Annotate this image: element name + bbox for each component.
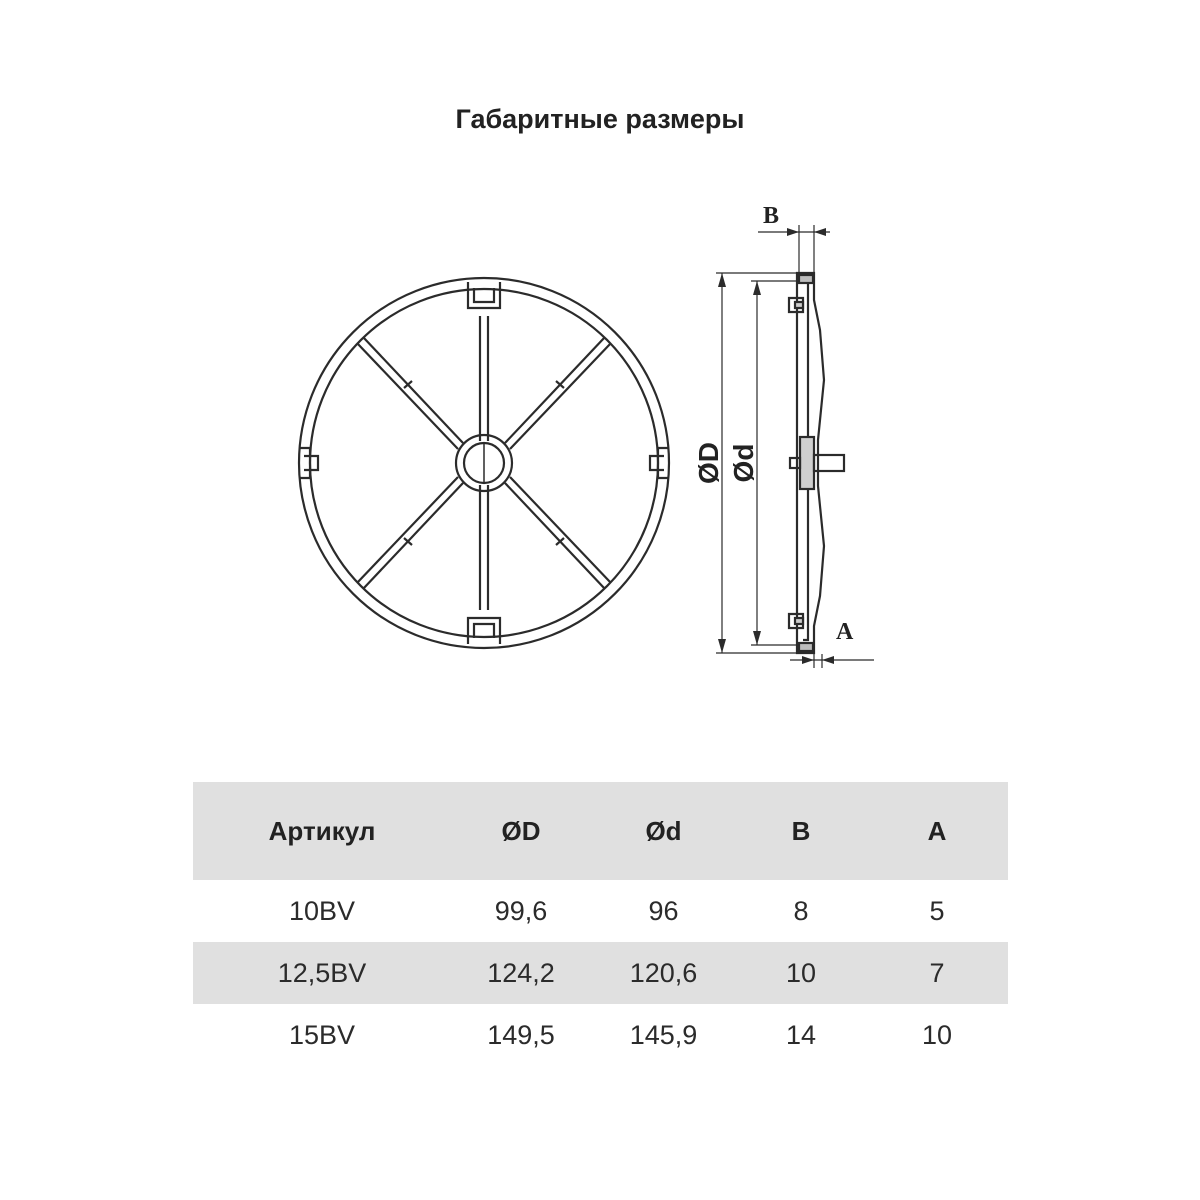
table-header-row: [193, 782, 1008, 880]
label-a: A: [836, 619, 854, 645]
cell-b: 14: [785, 1019, 817, 1050]
label-diameter-outer: ØD: [693, 442, 724, 484]
header-article: Артикул: [268, 815, 376, 846]
cell-article: 10BV: [288, 895, 356, 926]
cell-article: 15BV: [288, 1019, 356, 1050]
cell-outer-diameter: 99,6: [494, 895, 548, 926]
cell-outer-diameter: 124,2: [487, 957, 555, 988]
table-row: [193, 942, 1008, 1004]
label-b: B: [763, 203, 780, 229]
cell-a: 10: [921, 1019, 953, 1050]
table-row: [193, 880, 1008, 942]
cell-inner-diameter: 145,9: [629, 1019, 698, 1050]
cell-b: 8: [793, 895, 809, 926]
header-b: B: [791, 815, 811, 846]
header-a: A: [927, 815, 947, 846]
cell-outer-diameter: 149,5: [487, 1019, 555, 1050]
dimensions-table: [193, 782, 1008, 1066]
side-view: [789, 273, 844, 653]
header-inner-diameter: Ød: [645, 815, 682, 846]
label-diameter-inner: Ød: [728, 443, 759, 483]
cell-article: 12,5BV: [277, 957, 367, 988]
header-outer-diameter: ØD: [501, 815, 541, 846]
front-view: [299, 278, 669, 648]
cell-inner-diameter: 120,6: [629, 957, 698, 988]
cell-a: 5: [929, 895, 945, 926]
cell-b: 10: [785, 957, 817, 988]
page-title: Габаритные размеры: [455, 104, 745, 134]
table-row: [193, 1004, 1008, 1066]
cell-inner-diameter: 96: [648, 895, 679, 926]
cell-a: 7: [929, 957, 945, 988]
